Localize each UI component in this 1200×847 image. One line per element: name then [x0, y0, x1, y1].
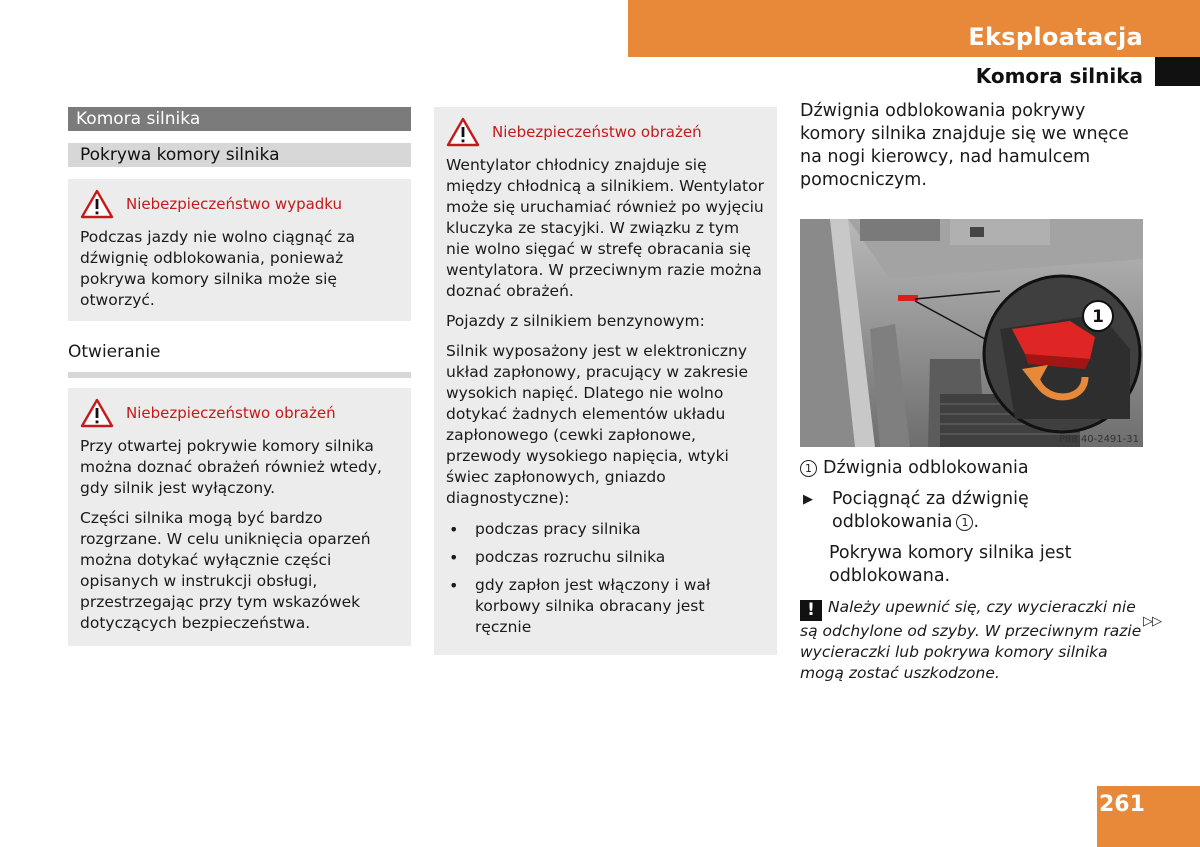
warning-injury-box [68, 388, 411, 646]
figure-callout-number: 1 [1092, 307, 1104, 327]
warning-accident-box [68, 179, 411, 321]
opening-heading: Otwieranie [68, 340, 411, 378]
warning-header [446, 117, 765, 147]
callout-number-icon: 1 [956, 514, 973, 531]
section-heading: Komora silnika [68, 107, 411, 131]
exclamation-icon: ! [800, 600, 822, 621]
damage-note [800, 597, 1145, 684]
warning-paragraph: Przy otwartej pokrywie komory silnika można doznać obrażeń również wtedy, gdy silnik jest wyłączony. [80, 437, 382, 497]
warning-title: Niebezpieczeństwo obrażeń [126, 404, 336, 422]
warning-text: Podczas jazdy nie wolno ciągnąć za dźwignię odblokowania, ponieważ pokrywa komory silnika może się otworzyć. [80, 228, 356, 309]
figure-code: P88.40-2491-31 [1058, 434, 1139, 445]
warning-title: Niebezpieczeństwo obrażeń [492, 123, 702, 141]
warning-header [80, 398, 399, 428]
section-title: Komora silnika [975, 64, 1143, 88]
middle-column [434, 107, 777, 655]
warning-paragraph: Wentylator chłodnicy znajduje się między chłodnicą a silnikiem. Wentylator może się uruchamiać również po wyjęciu kluczyka ze stacyjki. W związku z tym nie wolno sięgać w strefę obracania się wentylatora. W przeciwnym razie można doznać obrażeń. [446, 156, 764, 300]
warning-title: Niebezpieczeństwo wypadku [126, 195, 343, 213]
warning-injury-fan-box [434, 107, 777, 655]
note-text: Należy upewnić się, czy wycieraczki nie są odchylone od szyby. W przeciwnym razie wycieraczki lub pokrywa komory silnika mogą zostać uszkodzone. [800, 598, 1142, 682]
step-suffix: . [973, 512, 980, 532]
warning-paragraph: Części silnika mogą być bardzo rozgrzane. W celu uniknięcia oparzeń można dotykać wyłącznie części opisanych w instrukcji obsługi, przestrzegając przy tym wskazówek dotyczących bezpieczeństwa. [80, 509, 371, 632]
step-text-wrap [832, 488, 1145, 534]
warning-paragraph: Pojazdy z silnikiem benzynowym: [446, 312, 705, 330]
instruction-step [800, 488, 1145, 534]
chapter-title: Eksploatacja [968, 23, 1143, 51]
step-result: Pokrywa komory silnika jest odblokowana. [829, 543, 1072, 586]
section-marker [1155, 57, 1200, 86]
warning-triangle-icon [446, 117, 480, 147]
warning-triangle-icon [80, 398, 114, 428]
right-column [800, 100, 1145, 684]
callout-number-icon: 1 [800, 460, 817, 477]
intro-text: Dźwignia odblokowania pokrywy komory silnika znajduje się we wnęce na nogi kierowcy, nad hamulcem pomocniczym. [800, 101, 1129, 190]
step-arrow-icon: ▶ [803, 492, 813, 507]
warning-header [80, 189, 399, 219]
step-text: Pociągnąć za dźwignię odblokowania [832, 489, 1029, 532]
figure-legend [800, 457, 1145, 480]
warning-triangle-icon [80, 189, 114, 219]
list-item: • podczas pracy silnika [446, 519, 765, 540]
subsection-heading: Pokrywa komory silnika [68, 143, 411, 167]
continue-arrows-icon: ▷▷ [1143, 614, 1161, 629]
page-number: 261 [1099, 792, 1145, 817]
footwell-illustration [800, 219, 1143, 447]
bullet-list [446, 519, 765, 638]
left-column [68, 107, 411, 646]
release-lever-figure [800, 219, 1143, 447]
list-item: • gdy zapłon jest włączony i wał korbowy silnika obracany jest ręcznie [446, 575, 765, 638]
list-item: • podczas rozruchu silnika [446, 547, 765, 568]
legend-label: Dźwignia odblokowania [823, 458, 1029, 478]
warning-paragraph: Silnik wyposażony jest w elektroniczny układ zapłonowy, pracujący w zakresie wysokich napięć. Dlatego nie wolno dotykać żadnych elementów układu zapłonowego (cewki zapłonowe, przewody wysokiego napięcia, wtyki świec zapłonowych, gniazdo diagnostyczne): [446, 342, 749, 507]
